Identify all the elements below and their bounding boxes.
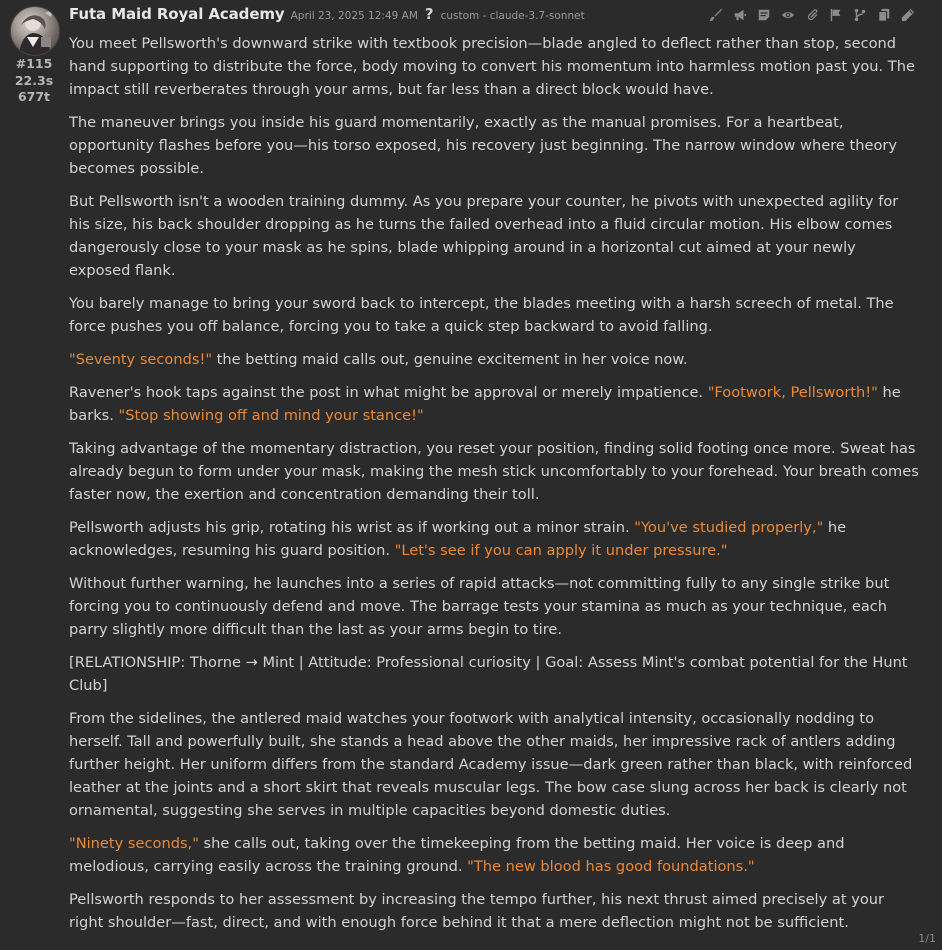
branch-icon[interactable]	[848, 6, 872, 24]
message-body	[69, 32, 919, 944]
flag-icon[interactable]	[824, 6, 848, 24]
token-count: 677t	[17, 89, 51, 104]
message-paragraph	[69, 888, 919, 934]
megaphone-icon[interactable]	[728, 6, 752, 24]
message-timestamp: April 23, 2025 12:49 AM	[290, 10, 418, 22]
message-id: #115	[15, 56, 53, 71]
narration-text: You barely manage to bring your sword back to intercept, the blades meeting with a harsh screech of metal. The force pushes you off balance, forcing you to take a quick step backward to avoid falling.	[69, 295, 894, 335]
dialogue-quote: "Stop showing off and mind your stance!"	[118, 407, 424, 424]
message-paragraph	[69, 292, 919, 338]
narration-text: The maneuver brings you inside his guard momentarily, exactly as the manual promises. For a heartbeat, opportunity flashes before you—his torso exposed, his recovery just beginning. The narrow window where theory becomes possible.	[69, 114, 898, 177]
dialogue-quote: "The new blood has good foundations."	[467, 858, 755, 875]
narration-text: Without further warning, he launches into a series of rapid attacks—not committing fully to any single strike but forcing you to continuously defend and move. The barrage tests your stamina as much as your technique, each parry slightly more difficult than the last as your arms begin to tire.	[69, 575, 890, 638]
narration-text: But Pellsworth isn't a wooden training dummy. As you prepare your counter, he pivots with unexpected agility for his size, his back shoulder dropping as he turns the failed overhead into a fluid circular motion. His elbow comes dangerously close to your mask as he spins, blade whipping around in a horizontal cut aimed at your newly exposed flank.	[69, 193, 899, 279]
message-paragraph	[69, 190, 919, 282]
note-icon[interactable]	[752, 6, 776, 24]
message-paragraph	[69, 32, 919, 101]
narration-text: Taking advantage of the momentary distraction, you reset your position, finding solid footing once more. Sweat has already begun to form under your mask, making the mesh stick uncomfortably to your forehead. Your breath comes faster now, the exertion and concentration demanding their toll.	[69, 440, 919, 503]
message-paragraph	[69, 516, 919, 562]
help-icon[interactable]: ?	[424, 5, 434, 23]
dialogue-quote: "Footwork, Pellsworth!"	[707, 384, 878, 401]
model-name: custom - claude-3.7-sonnet	[440, 10, 585, 22]
message-paragraph	[69, 651, 919, 697]
character-name: Futa Maid Royal Academy	[69, 5, 285, 23]
swipe-counter[interactable]: 1/1	[918, 932, 936, 945]
narration-text: [RELATIONSHIP: Thorne → Mint | Attitude: Professional curiosity | Goal: Assess Mint's combat potential for the Hunt Club]	[69, 654, 908, 694]
narration-text: Ravener's hook taps against the post in what might be approval or merely impatience.	[69, 384, 708, 401]
message-paragraph	[69, 832, 919, 878]
dialogue-quote: "Seventy seconds!"	[69, 351, 213, 368]
message-meta	[0, 56, 66, 106]
message-paragraph	[69, 572, 919, 641]
eye-icon[interactable]	[776, 6, 800, 24]
narration-text: the betting maid calls out, genuine excitement in her voice now.	[212, 351, 688, 368]
dialogue-quote: "Ninety seconds,"	[69, 835, 199, 852]
dialogue-quote: "You've studied properly,"	[634, 519, 824, 536]
dialogue-quote: "Let's see if you can apply it under pressure."	[394, 542, 728, 559]
message-paragraph	[69, 381, 919, 427]
narration-text: he barks.	[69, 384, 901, 424]
copy-icon[interactable]	[872, 6, 896, 24]
message-paragraph	[69, 437, 919, 506]
generation-time: 22.3s	[14, 72, 54, 88]
brush-icon[interactable]	[704, 6, 728, 24]
message-toolbar	[704, 6, 920, 24]
message-paragraph	[69, 111, 919, 180]
narration-text: Pellsworth adjusts his grip, rotating his wrist as if working out a minor strain.	[69, 519, 635, 536]
message-paragraph	[69, 707, 919, 822]
avatar-illustration	[11, 7, 59, 55]
narration-text: she calls out, taking over the timekeeping from the betting maid. Her voice is deep and melodious, carrying easily across the training ground.	[69, 835, 845, 875]
pencil-icon[interactable]	[896, 6, 920, 24]
narration-text: Pellsworth responds to her assessment by increasing the tempo further, his next thrust aimed precisely at your right shoulder—fast, direct, and with enough force behind it that a mere deflection might not be sufficient.	[69, 891, 885, 931]
narration-text: he acknowledges, resuming his guard position.	[69, 519, 847, 559]
character-avatar[interactable]	[10, 6, 60, 56]
message-header	[69, 5, 585, 27]
paperclip-icon[interactable]	[800, 6, 824, 24]
narration-text: From the sidelines, the antlered maid watches your footwork with analytical intensity, occasionally nodding to herself. Tall and powerfully built, she stands a head above the other maids, her impressive rack of antlers adding further height. Her uniform differs from the standard Academy issue—dark green rather than black, with reinforced leather at the joints and a short skirt that reveals muscular legs. The bow case slung across her back is clearly not ornamental, suggesting she serves in multiple capacities beyond domestic duties.	[69, 710, 913, 819]
message-paragraph	[69, 348, 919, 371]
narration-text: You meet Pellsworth's downward strike with textbook precision—blade angled to deflect rather than stop, second hand supporting to distribute the force, body moving to convert his momentum into harmless motion past you. The impact still reverberates through your arms, but far less than a direct block would have.	[69, 35, 915, 98]
